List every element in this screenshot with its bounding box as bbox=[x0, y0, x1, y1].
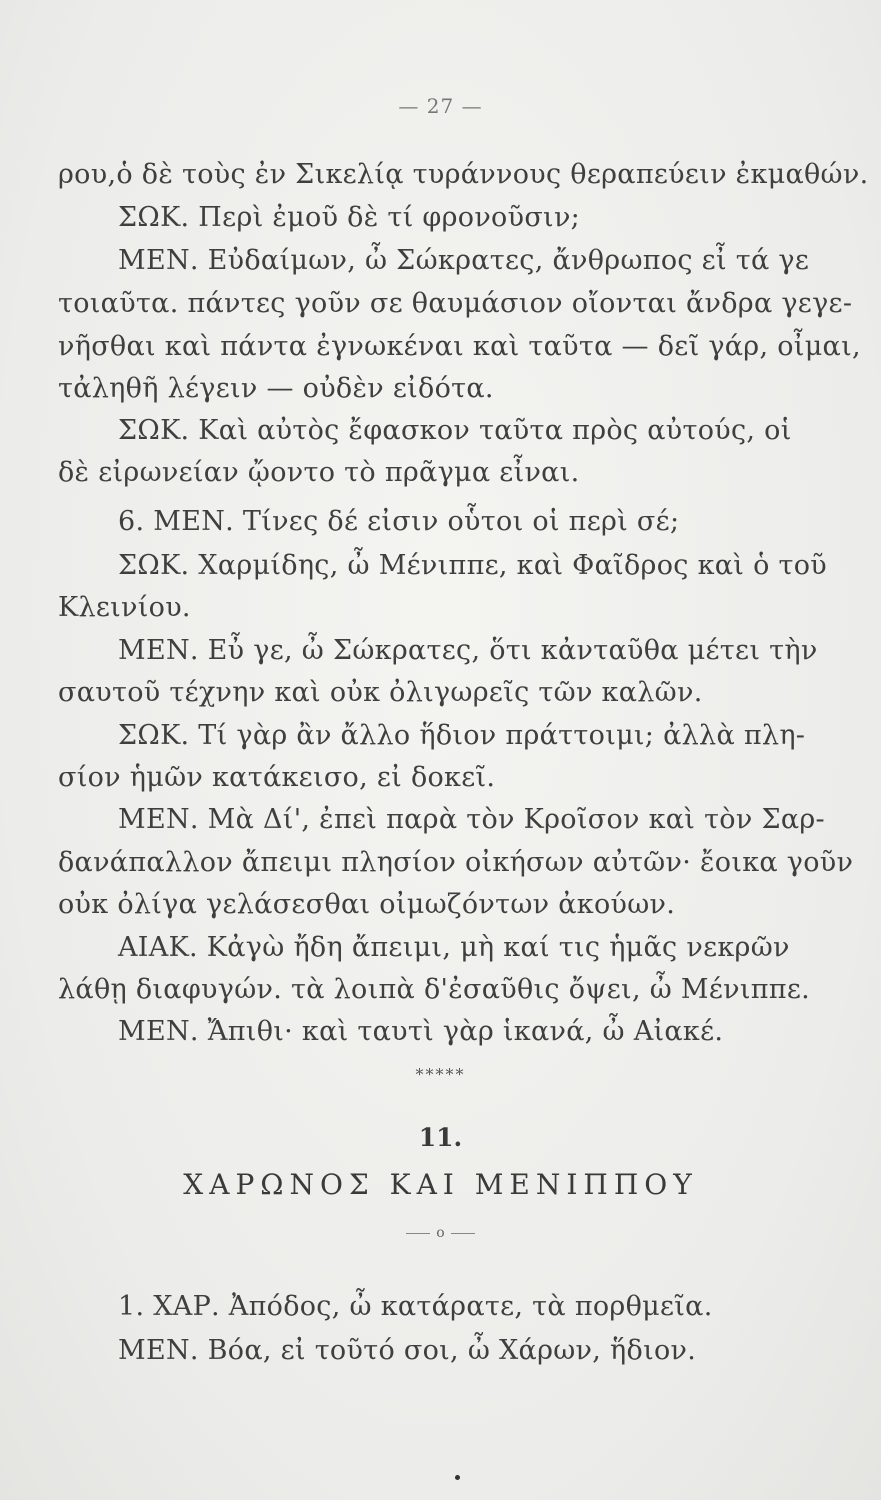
ornament-rule-left bbox=[406, 1233, 430, 1234]
text-line: νῆσθαι καὶ πάντα ἐγνωκέναι καὶ ταῦτα — δεῖ γάρ, οἶμαι, bbox=[58, 331, 861, 362]
ornament-mark: o bbox=[436, 1225, 445, 1241]
ink-speck bbox=[455, 1475, 460, 1480]
page-number: — 27 — bbox=[398, 94, 483, 118]
text-line: δανάπαλλον ἄπειμι πλησίον οἰκήσων αὐτῶν· ἔοικα γοῦν bbox=[58, 847, 854, 878]
text-line: ΜΕΝ. Μὰ Δί', ἐπεὶ παρὰ τὸν Κροῖσον καὶ τὸν Σαρ- bbox=[118, 804, 825, 835]
text-line: ΑΙΑΚ. Κἀγὼ ἤδη ἄπειμι, μὴ καί τις ἡμᾶς νεκρῶν bbox=[118, 932, 790, 963]
text-line: ΜΕΝ. Εὖ γε, ὦ Σώκρατες, ὅτι κἀνταῦθα μέτει τὴν bbox=[118, 635, 818, 666]
text-line: δὲ εἰρωνείαν ᾤοντο τὸ πρᾶγμα εἶναι. bbox=[58, 457, 580, 488]
text-line: τοιαῦτα. πάντες γοῦν σε θαυμάσιον οἴονται ἄνδρα γεγε- bbox=[58, 288, 853, 319]
chapter-number: 11. bbox=[418, 1123, 463, 1152]
text-line: ΣΩΚ. Καὶ αὐτὸς ἔφασκον ταῦτα πρὸς αὐτούς, οἱ bbox=[118, 415, 792, 446]
text-line: ΜΕΝ. Βόα, εἰ τοῦτό σοι, ὦ Χάρων, ἥδιον. bbox=[118, 1335, 697, 1366]
section-separator: ***** bbox=[415, 1065, 466, 1084]
text-line: σίον ἡμῶν κατάκεισο, εἰ δοκεῖ. bbox=[58, 762, 496, 793]
text-line: ΣΩΚ. Τί γὰρ ἂν ἄλλο ἥδιον πράττοιμι; ἀλλὰ πλη- bbox=[118, 720, 806, 751]
title-ornament bbox=[0, 1225, 881, 1241]
text-line: ΣΩΚ. Περὶ ἐμοῦ δὲ τί φρονοῦσιν; bbox=[118, 202, 581, 233]
text-line: οὐκ ὀλίγα γελάσεσθαι οἰμωζόντων ἀκούων. bbox=[58, 889, 676, 920]
ornament-rule-right bbox=[451, 1233, 475, 1234]
text-line: τἀληθῆ λέγειν — οὐδὲν εἰδότα. bbox=[58, 373, 494, 404]
text-line: ΜΕΝ. Εὐδαίμων, ὦ Σώκρατες, ἄνθρωπος εἶ τά γε bbox=[118, 245, 810, 276]
text-line: 1. ΧΑΡ. Ἀπόδος, ὦ κατάρατε, τὰ πορθμεῖα. bbox=[118, 1291, 713, 1322]
text-line: ΣΩΚ. Χαρμίδης, ὦ Μένιππε, καὶ Φαῖδρος καὶ ὁ τοῦ bbox=[118, 550, 828, 581]
text-line: ρου,ὁ δὲ τοὺς ἐν Σικελίᾳ τυράννους θεραπεύειν ἐκμαθών. bbox=[58, 159, 869, 190]
chapter-title: ΧΑΡΩΝΟΣ ΚΑΙ ΜΕΝΙΠΠΟΥ bbox=[183, 1168, 698, 1201]
text-line: ΜΕΝ. Ἄπιθι· καὶ ταυτὶ γὰρ ἱκανά, ὦ Αἰακέ. bbox=[118, 1016, 724, 1047]
text-line: λάθῃ διαφυγών. τὰ λοιπὰ δ'ἐσαῦθις ὄψει, ὦ Μένιππε. bbox=[58, 974, 811, 1005]
text-line: Κλεινίου. bbox=[58, 592, 191, 623]
text-line: σαυτοῦ τέχνην καὶ οὐκ ὀλιγωρεῖς τῶν καλῶν. bbox=[58, 677, 703, 708]
text-line: 6. ΜΕΝ. Τίνες δέ εἰσιν οὗτοι οἱ περὶ σέ; bbox=[118, 506, 680, 537]
